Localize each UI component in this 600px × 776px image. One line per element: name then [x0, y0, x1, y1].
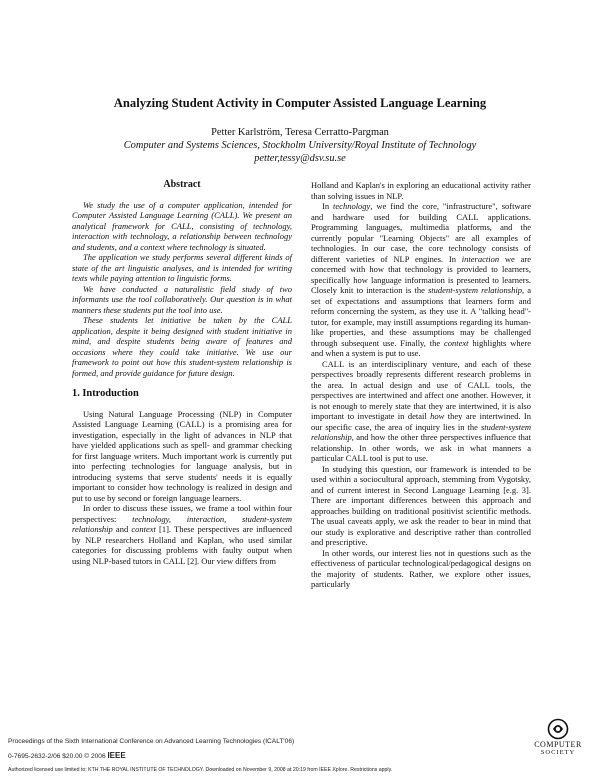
body-paragraph: CALL is an interdisciplinary venture, and each of these perspectives broadly represents different research problems in the area. In actual design and use of CALL tools, the perspectives are intertwined and affect one another. However, it is not enough to merely state that they are intertwined, it is also important to investigate in detail how they are intertwined. In our specific case, the area of inquiry lies in the student-system relationship, and how the other three perspectives influence that relationship. In other words, we ask in what manners a particular CALL tool is put to use.	[311, 358, 531, 463]
logo-text-society: SOCIETY	[540, 749, 576, 756]
body-paragraph: Holland and Kaplan's in exploring an educational activity rather than solving issues in NLP.	[311, 180, 531, 201]
abstract-paragraph: These students let initiative be taken by the CALL application, despite it being designed with student initiative in mind, and despite students being aware of features and occasions where they could take initiative. We use our framework to point out how this student-system relationship is formed, and provide guidance for future design.	[72, 315, 292, 378]
author-block	[0, 126, 600, 165]
body-paragraph: In other words, our interest lies not in questions such as the effectiveness of particular technological/pedagogical designs on the majority of students. Rather, we explore other issues, particularly	[311, 547, 531, 589]
author-names: Petter Karlström, Teresa Cerratto-Pargman	[211, 127, 389, 138]
license-line: Authorized licensed use limited to: KTH THE ROYAL INSTITUTE OF TECHNOLOGY. Downloaded on November 9, 2008 at 20:19 from IEEE Xplore. Restrictions apply.	[8, 767, 393, 773]
author-email: petter,tessy@dsv.su.se	[254, 153, 346, 164]
logo-text-computer: COMPUTER	[534, 740, 582, 749]
left-column	[72, 180, 292, 566]
abstract-heading: Abstract	[163, 179, 201, 190]
paper-title: Analyzing Student Activity in Computer Assisted Language Learning	[113, 96, 487, 110]
abstract-paragraph: We have conducted a naturalistic field study of two informants use the tool collaboratively. Our question is in what manners these students put the tool into use.	[72, 283, 292, 315]
abstract-paragraph: We study the use of a computer application, intended for Computer Assisted Language Learning (CALL). We present an analytical framework for CALL, consisting of technology, interaction with technology, a relationship between technology and students, and a context where technology is situated.	[72, 199, 292, 252]
isbn-line: 0-7695-2632-2/06 $20.00 © 2006 IEEE	[8, 751, 126, 760]
abstract-paragraph: The application we study performs several different kinds of state of the art linguistic analyses, and is intended for writing texts while paying attention to linguistic forms.	[72, 252, 292, 283]
body-paragraph: In technology, we find the core, "infrastructure", software and hardware used for building CALL applications. Programming languages, multimedia platforms, and the currently popular "Learning Objects" are all examples of technologies. In our case, the core technology consists of different varieties of NLP engines. In interaction we are concerned with how that technology is provided to learners, specifically how language information is presented to learners. Closely knit to interaction is the student-system relationship, a set of expectations and assumptions that learners form and reform concerning the system, as they use it. A "talking head"-tutor, for example, may instill assumptions regarding its human-like properties, and these assumptions may be challenged through subsequent use. Finally, the context highlights where and when a system is put to use.	[311, 201, 531, 358]
abstract-section	[72, 180, 292, 378]
body-paragraph: In order to discuss these issues, we frame a tool within four perspectives: technology, interaction, student-system relationship and context [1]. These perspectives are influenced by NLP researchers Holland and Kaplan, who used similar categories for discussing problems with faulty output when using NLP-based tutors in CALL [2]. Our view differs from	[72, 503, 292, 566]
computer-society-logo	[528, 718, 588, 757]
society-emblem-icon	[547, 718, 569, 740]
right-column	[311, 180, 531, 590]
introduction-heading: 1. Introduction	[72, 388, 139, 399]
body-paragraph: Using Natural Language Processing (NLP) in Computer Assisted Language Learning (CALL) is a promising area for investigation, especially in the light of advances in NLP that have yielded applications such as spell- and grammar checking for first language writers. Much important work is currently put into perfecting technologies for language analysis, but in introducing systems that serve students' needs it is equally important to consider how technology is realized in design and put to use by second or foreign language learners.	[72, 408, 292, 503]
proceedings-line: Proceedings of the Sixth International Conference on Advanced Learning Technologies (ICALT'06)	[8, 738, 295, 745]
affiliation: Computer and Systems Sciences, Stockholm University/Royal Institute of Technology	[123, 140, 477, 151]
body-paragraph: In studying this question, our framework is intended to be used within a sociocultural approach, stemming from Vygotsky, and of current interest in Second Language Learning [e.g. 3]. There are important differences between this approach and approaches building on traditional positivist scientific methods. The usual caveats apply, we ask the reader to bear in mind that our study is explorative and descriptive rather than controlled and prescriptive.	[311, 463, 531, 547]
